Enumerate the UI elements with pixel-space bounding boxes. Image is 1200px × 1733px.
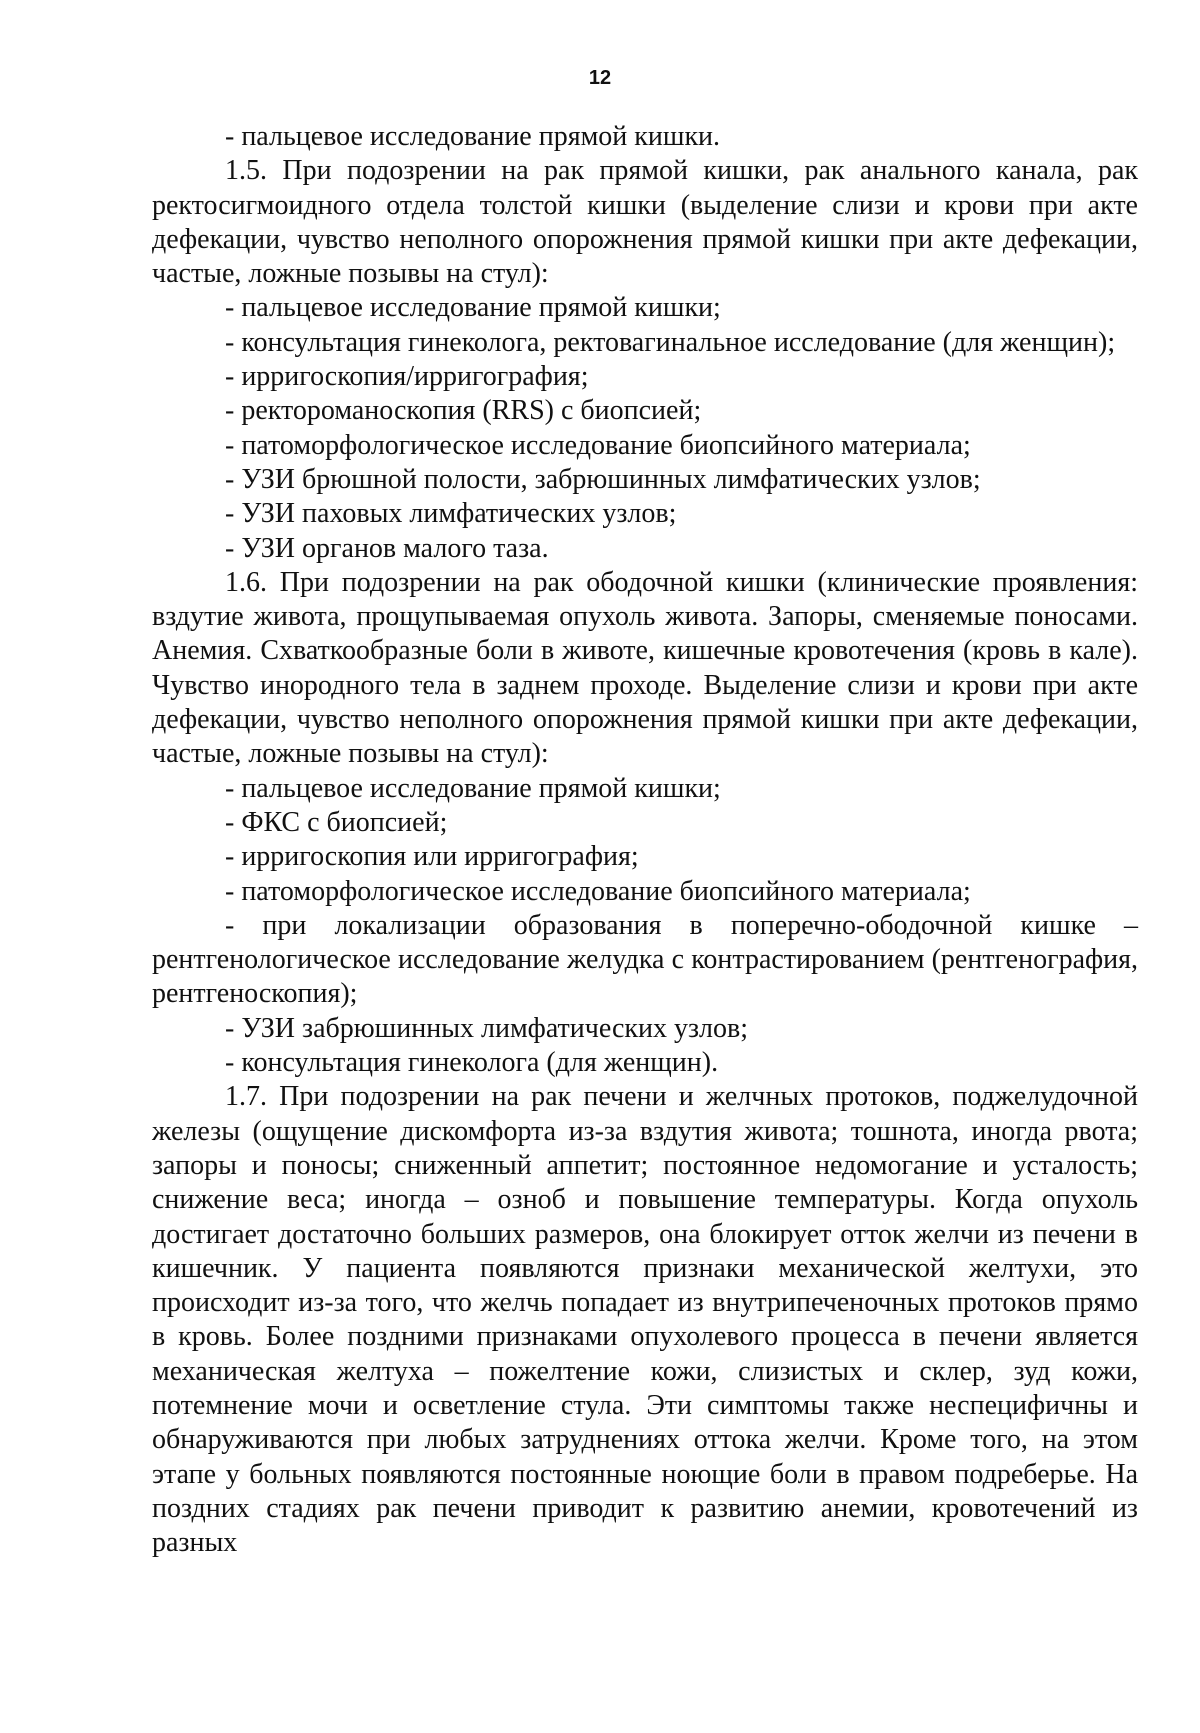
- list-item: - УЗИ паховых лимфатических узлов;: [225, 498, 677, 530]
- list-item: - ирригоскопия или ирригография;: [225, 841, 639, 873]
- list-item: - ректороманоскопия (RRS) с биопсией;: [225, 395, 702, 427]
- numbered-paragraph: 1.5. При подозрении на рак прямой кишки, рак анального канала, рак ректосигмоидного отдела толстой кишки (выделение слизи и крови при акте дефекации, чувство неполного опорожнения прямой кишки при акте дефекации, частые, ложные позывы на стул):: [152, 155, 1138, 290]
- list-item: - патоморфологическое исследование биопсийного материала;: [225, 429, 971, 461]
- list-item: - консультация гинеколога, ректовагинальное исследование (для женщин);: [225, 326, 1116, 358]
- list-item: - УЗИ брюшной полости, забрюшинных лимфатических узлов;: [225, 463, 981, 495]
- page-number: 12: [588, 67, 612, 89]
- list-item: - пальцевое исследование прямой кишки;: [225, 772, 721, 804]
- list-item: - ФКС с биопсией;: [225, 806, 448, 838]
- list-item: - ирригоскопия/ирригография;: [225, 361, 589, 393]
- list-item: - пальцевое исследование прямой кишки.: [225, 121, 721, 152]
- list-item: - УЗИ органов малого таза.: [225, 532, 549, 564]
- list-item: - при локализации образования в поперечно-ободочной кишке – рентгенологическое исследование желудка с контрастированием (рентгенография, рентгеноскопия);: [152, 909, 1138, 1010]
- numbered-paragraph: 1.7. При подозрении на рак печени и желчных протоков, поджелудочной железы (ощущение дискомфорта из-за вздутия живота; тошнота, иногда рвота; запоры и поносы; сниженный аппетит; постоянное недомогание и усталость; снижение веса; иногда – озноб и повышение температуры. Когда опухоль достигает достаточно больших размеров, она блокирует отток желчи из печени в кишечник. У пациента появляются признаки механической желтухи, это происходит из-за того, что желчь попадает из внутрипеченочных протоков прямо в кровь. Более поздними признаками опухолевого процесса в печени является механическая желтуха – пожелтение кожи, слизистых и склер, зуд кожи, потемнение мочи и осветление стула. Эти симптомы также неспецифичны и обнаруживаются при любых затруднениях оттока желчи. Кроме того, на этом этапе у больных появляются постоянные ноющие боли в правом подреберье. На поздних стадиях рак печени приводит к развитию анемии, кровотечений из разных: [152, 1081, 1138, 1559]
- document-body: [152, 120, 1138, 1560]
- list-item: - УЗИ забрюшинных лимфатических узлов;: [225, 1012, 749, 1044]
- numbered-paragraph: 1.6. При подозрении на рак ободочной кишки (клинические проявления: вздутие живота, прощупываемая опухоль живота. Запоры, сменяемые поносами. Анемия. Схваткообразные боли в животе, кишечные кровотечения (кровь в кале). Чувство инородного тела в заднем проходе. Выделение слизи и крови при акте дефекации, чувство неполного опорожнения прямой кишки при акте дефекации, частые, ложные позывы на стул):: [152, 566, 1138, 770]
- list-item: - пальцевое исследование прямой кишки;: [225, 292, 721, 324]
- list-item: - консультация гинеколога (для женщин).: [225, 1047, 719, 1079]
- list-item: - патоморфологическое исследование биопсийного материала;: [225, 875, 971, 907]
